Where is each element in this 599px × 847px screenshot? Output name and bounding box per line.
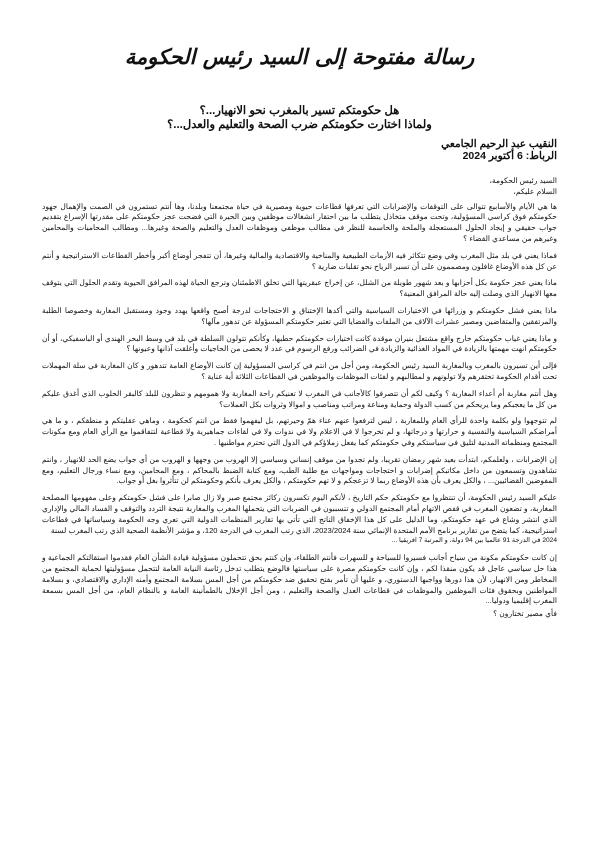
- paragraph-1: ها هي الأيام والأسابيع تتوالى على التوقفات والإضرابات التي تعرفها قطاعات حيوية ومصيرية في حياة مجتمعنا وبلدنا، وها أنتم تستمرون في الصمت والإهمال جهود حكومتكم فوق كراسي المسؤولية، وتحت موقف متخاذل يتطلب ما بين احتقار انشغالات موظفين وبين الحيرة التي فضحت عجز حكومتكم على مقدرتها الإسراع بتقديم جواب حقيقي و إيجاد الحلول المستعجلة والملحة والحاسمة للنظر في مطالب موظفي وموظفات العدل والتعليم والصحة وغيرها... ومطالب المحاميات والمحامين وغيرهم من مساعدي القضاء ؟: [42, 201, 557, 243]
- salutation-1: السيد رئيس الحكومة،: [489, 176, 557, 185]
- paragraph-11: إن كانت حكومتكم مكونة من سياح أجانب فسيروا للسياحة و للسهرات فأنتم الطلقاء، وإن كنتم بحق تتحملون مسؤولية قيادة الشأن العام فقدموا استقالتكم الجماعية و هذا حل سياسي عاجل قد يكون منقذا لكم ، وإن كانت حكومتكم مصرة على سياستها فالوضع يتطلب تدخل رئاسة النيابة العامة لتتحمل مسؤوليتها لحماية المجتمع من المخاطر ومن الانهيار، لأن هذا دورها وواجبها الدستوري، و عليها أن تأمر بفتح تحقيق ضد حكومتكم من أجل المس بسلامة المجتمع وأمنه الإداري والاقتصادي، و بسلامة المواطنين وبحقوق فئات الموظفين والموظفات في قطاعات العدل والصحة والتعليم ، ومن أجل الإخلال بالطمأنينة العامة و بالنظام العام، من أجل المس بسمعة المغرب إقليميا ودوليا...: [42, 553, 557, 606]
- closing-question: فأي مصير تختارون ؟: [493, 609, 557, 619]
- paragraph-8: لم تتوجهوا ولو بكلمة واحدة للرأي العام وللمغاربة ، ليس لترفعوا عنهم عناء همّ وحيرتهم، بل ليفهموا فقط من انتم كحكومة ، وماهي عقليتكم و منطقكم ، و ما هي أمراضكم السياسية والنفسية و حرارتها و درجاتها، و لم تخرجوا لا في الاعلام ولا في ندوات ولا في لقاءات جماهيرية ولا قطاعية لتتفاقموا مع الرأي العام ومع مكونات المجتمع ومنظماته المدنية لتليق في سياستكم وفي حكومتكم كما يفعل زملاؤكم في الدول التي تحترم مواطنيها .: [42, 416, 557, 447]
- paragraph-10-note: 2024 في الدرجة 91 عالميا بين 94 دولة، و المرتبة 7 افريقيا ...: [391, 537, 557, 545]
- author-name: النقيب عبد الرحيم الجامعي: [441, 138, 557, 150]
- author-block: [357, 138, 557, 162]
- paragraph-9: إن الإضرابات ، ولعلمكم، ابتدأت بعيد شهر رمضان تقريبا، ولم تجدوا من موقف إنساني وسياسي إلا الهروب من وجهها و الهروب من أي جواب يضع الحد للانهيار ، وانتم تشاهدون وتسمعون من داخل مكاتبكم إضرابات و احتجاجات ومواجهات مع طلبة الطب، ومع كتابة الضبط بالمحاكم ، ومع المحامين، ومع نساء ورجال التعليم، ومع المفوضين القضائيين... ، والكل يعرف بأن هذه الأوضاع ربما لا تزعجكم و لا تهم حكومتكم ، والكل يعرف بأنكم وحكومتكم لن تتأثروا بغل أو جواب.: [42, 454, 557, 486]
- headline: [42, 104, 557, 132]
- place-date: الرباط: 6 أكتوبر 2024: [462, 150, 557, 162]
- headline-line-2: ولماذا اختارت حكومتكم ضرب الصحة والتعليم والعدل...؟: [167, 119, 432, 131]
- headline-line-1: هل حكومتكم تسير بالمغرب نحو الانهيار...؟: [199, 105, 400, 117]
- paragraph-6: فإلى أين تسيرون بالمغرب وبالمغاربة السيد رئيس الحكومة، ومن أجل من انتم في كراسي المسؤولية إن كانت الأوضاع العامة تتدهور و كان المغاربة في سلة المهملات تحت أقدام الحكومة تحتقرهم ولا تولونهم و لمطالبهم و لفئات الموظفات والموظفين في القطاعات الثلاثة أية عناية ؟: [42, 361, 557, 381]
- paragraph-2: فماذا يعني في بلد مثل المغرب وفي وضع تتكاثر فيه الأزمات الطبيعية والمناخية والاقتصادية والمالية وغيرها، أن تتفجر أوضاع أكبر وأخطر القطاعات الاستراتيجية و أنتم عن كل هذه الأوضاع غافلون ومصممون على أن تسير الرياح نحو تقلبات ضارية ؟: [42, 250, 557, 271]
- paragraph-4: ماذا يعني فشل حكومتكم و وزرائها في الاختيارات السياسية والتي أكدها الإختناق و الاحتجاجات لدرجة أصبح واقعها يهدد وجود ومستقبل المغاربة وخصوصا الطلبة والمرتفقين والمتقاضين ومصير عشرات الآلاف من الملفات والقضايا التي تعتبر حكومتكم المسؤولة عن تدهور مآلها؟: [42, 305, 557, 326]
- paragraph-5: و ماذا يعني غياب حكومتكم خارج واقع مشتعل بنيران موقدة كانت اختيارات حكومتكم حطبها، وكأنكم تتولون السلطة في بلد في وسط البحر الهندي أو الباسفيكي، أو أن حكومتكم انهت مهمتها بالزيادة في المواد الغذائية والزيادة في الضرائب ورفع الرسوم في عدد لا يحصى من الحاجيات وأغلقت آذانها وعيونها ؟: [42, 333, 557, 354]
- salutation-2: السلام عليكم،: [513, 186, 557, 196]
- letter-title: رسالة مفتوحة إلى السيد رئيس الحكومة: [124, 44, 475, 69]
- paragraph-7: وهل أنتم مغاربة أم أعداء المغاربة ؟ وكيف لكم أن تتصرفوا كالأجانب في المغرب لا تعنيكم راحة المغاربة ولا همومهم و تنظرون للبلد كالبقر الحلوب الذي أغدق عليكم من كل ما يعجبكم وما يريحكم من كسب الدولة وحماية ومناعة ومراتب ومناصب و اموالا وثروات بكل العملات؟: [42, 388, 557, 409]
- letter-body: [42, 176, 557, 620]
- paragraph-10: عليكم السيد رئيس الحكومة، أن تنتظروا مع حكومتكم حكم التاريخ ، لأنكم اليوم تكسرون ركائز مجتمع صبر ولا زال صابرا على فشل حكومتكم وعلى مفهومها المصلحة المغاربة، و تضعون المغرب في قفص الاتهام أمام المجتمع الدولي و تتسببون في الضربات التي يتحملها المغرب والمغاربة نتيجة التردد والتوقف و الفساد المالي والإداري الذي انتشر وشاع في عهد حكومتكم، وما الدليل على كل هذا الإخفاق الناتج التي تأتي بها تقارير المنظمات الدولية التي تعري وجه الحكومة وسياساتها في قطاعات استراتيجية، كما يتضح من تقارير برنامج الأمم المتحدة الإنمائي سنة 2023/2024، الذي رتب المغرب في الدرجة 120، و مؤشر الأنظمة الصحية الذي رتب المغرب لسنة: [42, 493, 557, 535]
- paragraph-3: ماذا يعني عجز حكومة بكل أحزابها و بعد شهور طويلة من الشلل، عن إخراج عبقريتها التي تخلق الاطمئنان وترجع الحياة لهذه المرافق الحيوية وتقدم الحلول التي يتوقف معها الانهيار الذي وصلت إليه حالة المرافق المعنية؟: [42, 278, 557, 299]
